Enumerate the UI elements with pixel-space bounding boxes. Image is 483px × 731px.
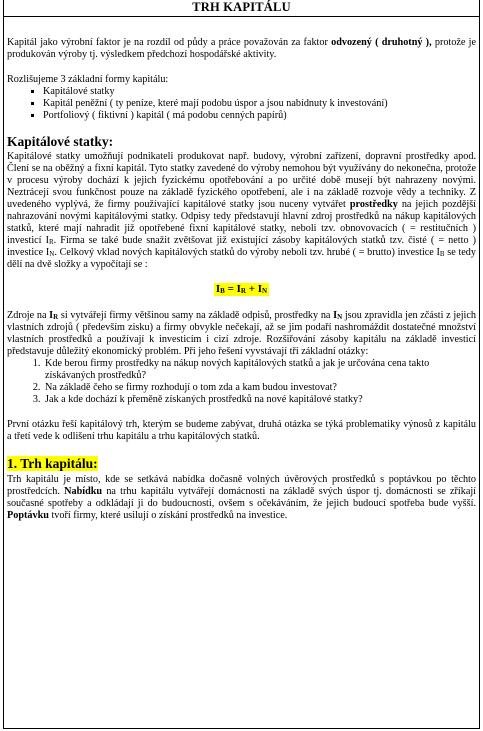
page-title: TRH KAPITÁLU xyxy=(3,0,480,17)
subscript: B xyxy=(220,287,225,295)
paragraph-text: Kapitálové statky umožňují podnikateli produkovat např. budovy, výrobní zařízení, dopravní prostředky apod. Člení se na oběžný a fixní kapitál. Tyto statky zavedené do výroby nemohou být využívány do nekonečna, protože v procesu výroby dochází k jejich fyzickému opotřebování a po určité době musejí být nahrazeny novými. Neztrácejí svou funkčnost pouze na základě fyzického opotřebení, ale i na základě rozvoje vědy a techniky. Z uvedeného vyplývá, že firmy používající kapitálové statky jsou nuceny vytvářet xyxy=(7,151,476,210)
subscript: N xyxy=(337,313,343,321)
forms-list xyxy=(7,86,476,122)
list-item: 1. Kde berou firmy prostředky na nákup nových kapitálových statků a jak je určována cena takto získávaných prostředků? xyxy=(43,358,476,382)
paragraph-text: Zdroje na xyxy=(7,310,50,321)
section-heading-capital-market xyxy=(7,456,476,472)
subscript: R xyxy=(53,313,59,321)
formula-symbol: I xyxy=(215,283,221,295)
paragraph-text: . Celkový vklad nových kapitálových statků do výroby neboli tzv. hrubé ( = brutto) investice I xyxy=(54,247,440,258)
conclusion-paragraph: První otázku řeší kapitálový trh, kterým se budeme zabývat, druhá otázka se týká problematiky výnosů z kapitálu a třetí vede k odlišení trhu kapitálu a trhu kapitálových statků. xyxy=(7,419,476,442)
formula-symbol: + I xyxy=(245,283,263,295)
bold-term: Poptávku xyxy=(7,510,49,521)
capital-goods-paragraph xyxy=(7,151,476,271)
intro-paragraph xyxy=(7,37,476,61)
forms-lead: Rozlišujeme 3 základní formy kapitálu: xyxy=(7,74,169,85)
intro-text-2: protože je produkován výroby tj. výsledkem předchozí hospodářské aktivity. xyxy=(7,37,476,60)
paragraph-text: . Firma se také bude snažit zvětšovat již existující zásoby kapitálových statků tzv. čisté ( = netto ) investice I xyxy=(7,235,477,258)
formula-symbol: I xyxy=(333,310,338,321)
list-item: ▪ Portfoliový ( fiktivní ) kapitál ( má podobu cenných papírů) xyxy=(43,110,476,122)
paragraph-text: jsou zpravidla jen zčásti z jejich vlastních zdrojů ( především zisku) a firmy obvykle nečekají, až se jim podaří nashromáždit dostatečné množství vlastních prostředků a používají k investicím i cizí zdroje. Rozšiřování zásoby kapitálu na základě investicí představuje důležitý ekonomický problém. Při jeho řešení vyvstávají tři základní otázky: xyxy=(7,310,476,357)
subscript: R xyxy=(240,287,246,295)
document-body xyxy=(3,17,480,729)
paragraph-text: na jejich pozdější nahrazování novými kapitálovými statky. Odpisy tedy představují hlavní zdroj prostředků na nákup kapitálových statků, které mají nahradit již opotřebené fixní kapitálové statky, neboli tzv. obnovovacích ( = restitučních ) investicí I xyxy=(7,199,476,246)
list-item: 3. Jak a kde dochází k přeměně získaných prostředků na nové kapitálové statky? xyxy=(43,394,476,406)
sources-paragraph xyxy=(7,310,476,358)
paragraph-text: tvoří firmy, které usilují o získání prostředků na investice. xyxy=(48,510,288,521)
bold-term xyxy=(49,310,58,321)
questions-list xyxy=(7,358,476,406)
list-item: ▪ Kapitál peněžní ( ty peníze, které mají podobu úspor a jsou nabídnuty k investování) xyxy=(43,98,476,110)
formula-symbol: I xyxy=(49,310,54,321)
investment-formula xyxy=(214,283,269,296)
intro-text-1: Kapitál jako výrobní faktor je na rozdíl od půdy a práce považován za faktor xyxy=(7,37,332,48)
capital-market-paragraph xyxy=(7,474,476,522)
bold-term xyxy=(333,310,342,321)
list-item: ▪ Kapitálové statky xyxy=(43,86,476,98)
bold-term: Nabídku xyxy=(64,486,103,497)
formula-block xyxy=(7,283,476,296)
paragraph-text: se tedy dělí na dvě složky a vypočítají se : xyxy=(7,247,476,270)
bold-term: prostředky xyxy=(349,199,398,210)
formula-symbol: = I xyxy=(224,283,241,295)
intro-bold: odvozený ( druhotný ), xyxy=(331,37,432,48)
paragraph-text: si vytvářejí firmy většinou samy na základě odpisů, prostředky na xyxy=(58,310,334,321)
list-item: 2. Na základě čeho se firmy rozhodují o tom zda a kam budou investovat? xyxy=(43,382,476,394)
paragraph-text: Trh kapitálu je místo, kde se setkává nabídka dočasně volných úvěrových prostředků s poptávkou po těchto prostředcích. xyxy=(7,474,476,497)
section-heading-capital-goods: Kapitálové statky: xyxy=(7,134,114,149)
subscript: N xyxy=(49,250,55,258)
subscript: B xyxy=(439,250,445,258)
subscript: N xyxy=(262,287,268,295)
paragraph-text: na trhu kapitálu vytvářejí domácnosti na základě svých úspor tj. domácnosti se zříkají současné spotřeby a odkládají ji do budoucnosti, ovšem s očekáváním, že jejich budoucí spotřeba bude vyšší. xyxy=(7,486,476,509)
subscript: R xyxy=(49,238,54,246)
highlighted-heading: 1. Trh kapitálu: xyxy=(7,456,98,471)
